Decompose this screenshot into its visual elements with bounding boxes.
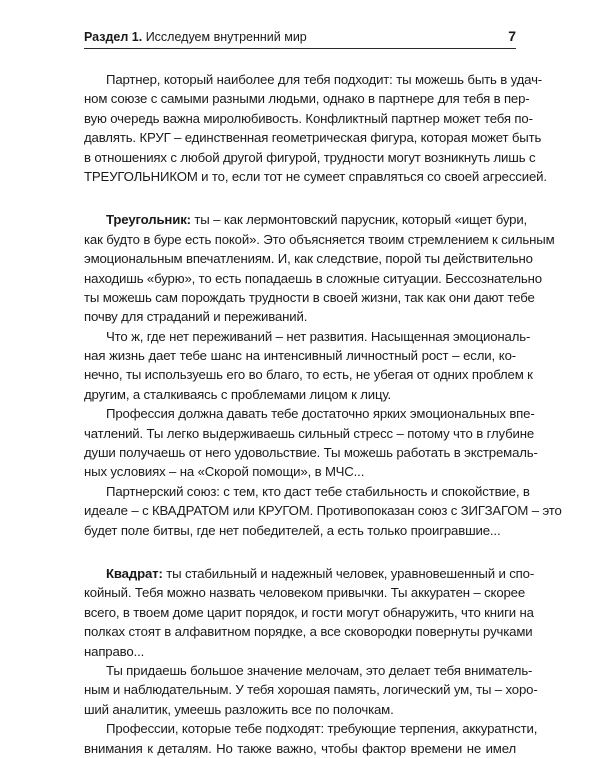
section-gap bbox=[84, 186, 516, 210]
text-line: полках стоят в алфавитном порядке, а все сковородки повернуты ручками bbox=[84, 624, 533, 640]
term-description: ты стабильный и надежный человек, уравновешенный и спо- bbox=[162, 565, 535, 581]
text-line: души получаешь от него удовольствие. Ты можешь работать в экстремаль- bbox=[84, 445, 538, 461]
text-line: ная жизнь дает тебе шанс на интенсивный личностный рост – если, ко- bbox=[84, 348, 516, 364]
text-line: нечно, ты используешь его во благо, то есть, не убегая от одних проблем к bbox=[84, 367, 533, 383]
text-line: давлять. КРУГ – единственная геометрическая фигура, которая может быть bbox=[84, 130, 542, 146]
section-gap bbox=[84, 540, 516, 564]
text-line bbox=[84, 210, 528, 229]
paragraph-profession bbox=[84, 404, 538, 482]
paragraph-square bbox=[84, 564, 535, 661]
text-line: ных условиях – на «Скорой помощи», в МЧС... bbox=[84, 464, 365, 480]
paragraph-union bbox=[84, 482, 562, 540]
text-line: всего, в твоем доме царит порядок, и гости могут обнаружить, что книги на bbox=[84, 604, 534, 620]
text-line: Партнер, который наиболее для тебя подходит: ты можешь быть в удач- bbox=[106, 72, 543, 87]
section-title: Исследуем внутренний мир bbox=[142, 30, 307, 44]
text-line: будет поле битвы, где нет победителей, а есть только проигравшие... bbox=[84, 522, 501, 538]
text-line: как будто в буре есть покой». Это объясняется твоим стремлением к сильным bbox=[84, 231, 555, 247]
text-line: ТРЕУГОЛЬНИКОМ и то, если тот не сумеет справляться со своей агрессией. bbox=[84, 168, 547, 184]
text-line: внимания к деталям. Но также важно, чтобы фактор времени не имел bbox=[84, 740, 516, 756]
text-line: находишь «бурю», то есть попадаешь в сложные ситуации. Бессознательно bbox=[84, 270, 542, 286]
text-line: Профессия должна давать тебе достаточно ярких эмоциональных впе- bbox=[106, 406, 535, 422]
text-line: чатлений. Ты легко выдерживаешь сильный стресс – потому что в глубине bbox=[84, 425, 535, 441]
paragraph-details bbox=[84, 661, 538, 719]
text-line: направо... bbox=[84, 643, 145, 659]
text-line: почву для страданий и переживаний. bbox=[84, 309, 308, 325]
running-header bbox=[84, 28, 516, 44]
section-label: Раздел 1. bbox=[84, 30, 143, 44]
text-line: ным и наблюдательным. У тебя хорошая память, логический ум, ты – хоро- bbox=[84, 682, 538, 698]
term-triangle: Треугольник: bbox=[106, 212, 191, 228]
header-divider bbox=[84, 48, 516, 49]
text-line: идеале – с КВАДРАТОМ или КРУГОМ. Противопоказан союз с ЗИГЗАГОМ – это bbox=[84, 503, 562, 519]
body-text bbox=[84, 70, 562, 758]
term-square: Квадрат: bbox=[106, 565, 163, 581]
text-line: койный. Тебя можно назвать человеком привычки. Ты аккуратен – скорее bbox=[84, 585, 526, 601]
text-line: в отношениях с любой другой фигурой, трудности могут возникнуть лишь с bbox=[84, 149, 536, 165]
text-line: вую очередь важна миролюбивость. Конфликтный партнер может тебя по- bbox=[84, 110, 533, 126]
text-line: эмоциональным впечатлениям. И, как следствие, порой ты действительно bbox=[84, 251, 533, 267]
text-line: Ты придаешь большое значение мелочам, это делает тебя вниматель- bbox=[106, 662, 533, 678]
text-line: другим, а сталкиваясь с проблемами лицом к лицу. bbox=[84, 386, 392, 402]
page-number: 7 bbox=[508, 28, 516, 44]
text-line: ном союзе с самыми разными людьми, однако в партнере для тебя в пер- bbox=[84, 91, 530, 107]
text-line bbox=[84, 564, 535, 583]
text-line: ты можешь сам порождать трудности в своей жизни, так как они дают тебе bbox=[84, 289, 535, 305]
chapter-title bbox=[84, 30, 307, 44]
text-line: Партнерский союз: с тем, кто даст тебе стабильность и спокойствие, в bbox=[106, 483, 530, 499]
text-line: Профессии, которые тебе подходят: требующие терпения, аккуратнсти, bbox=[106, 721, 538, 737]
paragraph-partner bbox=[84, 70, 547, 186]
paragraph-triangle bbox=[84, 210, 555, 326]
paragraph-development bbox=[84, 327, 533, 405]
text-line: ший аналитик, умеешь разложить все по полочкам. bbox=[84, 701, 394, 717]
term-description: ты – как лермонтовский парусник, который «ищет бури, bbox=[190, 212, 528, 228]
paragraph-professions bbox=[84, 719, 538, 758]
text-line: Что ж, где нет переживаний – нет развития. Насыщенная эмоциональ- bbox=[106, 328, 531, 344]
